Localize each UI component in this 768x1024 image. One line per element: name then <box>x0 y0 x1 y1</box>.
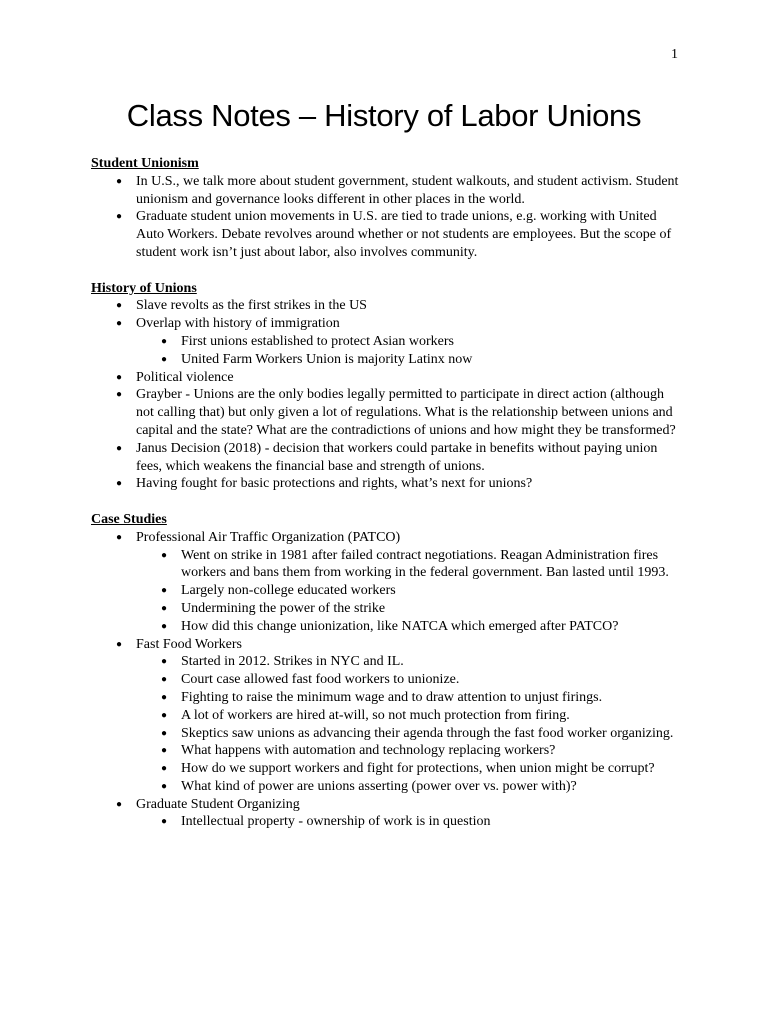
list-item <box>91 440 681 476</box>
sub-list-item <box>136 671 681 689</box>
list-item-text: Professional Air Traffic Organization (PATCO) <box>136 529 401 545</box>
page-number: 1 <box>671 47 678 62</box>
sub-list-item <box>136 813 681 831</box>
sub-list-item <box>136 547 681 583</box>
sub-list-item-text: Intellectual property - ownership of work is in question <box>181 814 491 830</box>
section-heading: History of Unions <box>91 280 197 296</box>
list-item-text: Slave revolts as the first strikes in the US <box>136 298 367 314</box>
bullet-icon: ● <box>116 211 123 223</box>
sub-list-item-text: Went on strike in 1981 after failed contract negotiations. Reagan Administration fires workers and bans them from working in the federal government. Ban lasted until 1993. <box>181 547 669 581</box>
sub-bullet-list <box>136 653 681 795</box>
sub-list-item-text: First unions established to protect Asian workers <box>181 333 454 349</box>
sub-bullet-list <box>136 813 681 831</box>
list-item <box>91 796 681 832</box>
list-item-text: Grayber - Unions are the only bodies legally permitted to participate in direct action (although not calling that) but only given a lot of regulations. What is the relationship between unions and capital and the state? What are the contradictions of unions and how might they be transformed? <box>136 387 676 438</box>
bullet-icon: ● <box>161 691 168 703</box>
sub-list-item <box>136 600 681 618</box>
sub-list-item <box>136 725 681 743</box>
sub-list-item <box>136 778 681 796</box>
list-item <box>91 636 681 796</box>
bullet-icon: ● <box>116 300 123 312</box>
list-item <box>91 369 681 387</box>
list-item-text: Overlap with history of immigration <box>136 316 340 332</box>
sub-list-item <box>136 760 681 778</box>
list-item-text: Having fought for basic protections and rights, what’s next for unions? <box>136 476 533 492</box>
bullet-icon: ● <box>161 780 168 792</box>
bullet-icon: ● <box>116 798 123 810</box>
sub-list-item-text: United Farm Workers Union is majority Latinx now <box>181 351 473 367</box>
bullet-icon: ● <box>116 531 123 543</box>
bullet-icon: ● <box>116 318 123 330</box>
bullet-icon: ● <box>161 763 168 775</box>
bullet-icon: ● <box>161 353 168 365</box>
section-heading: Case Studies <box>91 511 167 527</box>
list-item-text: Graduate Student Organizing <box>136 796 300 812</box>
bullet-icon: ● <box>116 478 123 490</box>
sub-list-item <box>136 582 681 600</box>
sub-list-item-text: Largely non-college educated workers <box>181 583 396 599</box>
bullet-list <box>91 297 681 493</box>
sub-list-item-text: Fighting to raise the minimum wage and to draw attention to unjust firings. <box>181 689 603 705</box>
sub-list-item <box>136 333 681 351</box>
bullet-icon: ● <box>161 549 168 561</box>
bullet-list <box>91 529 681 832</box>
notes-body <box>91 155 681 849</box>
bullet-icon: ● <box>116 389 123 401</box>
bullet-icon: ● <box>116 638 123 650</box>
sub-list-item-text: Skeptics saw unions as advancing their agenda through the fast food worker organizing. <box>181 725 674 741</box>
sub-bullet-list <box>136 333 681 369</box>
sub-bullet-list <box>136 547 681 636</box>
bullet-icon: ● <box>161 709 168 721</box>
bullet-icon: ● <box>161 674 168 686</box>
sub-list-item-text: How do we support workers and fight for protections, when union might be corrupt? <box>181 761 655 777</box>
section-history-of-unions <box>91 280 681 494</box>
bullet-icon: ● <box>161 727 168 739</box>
bullet-list <box>91 173 681 262</box>
list-item <box>91 208 681 261</box>
bullet-icon: ● <box>161 602 168 614</box>
bullet-icon: ● <box>161 656 168 668</box>
list-item-text: Janus Decision (2018) - decision that workers could partake in benefits without paying union fees, which weakens the financial base and strength of unions. <box>136 440 658 474</box>
section-heading: Student Unionism <box>91 156 199 171</box>
sub-list-item-text: Started in 2012. Strikes in NYC and IL. <box>181 654 404 670</box>
bullet-icon: ● <box>116 175 123 187</box>
sub-list-item-text: What kind of power are unions asserting (power over vs. power with)? <box>181 778 577 794</box>
list-item <box>91 386 681 439</box>
list-item <box>91 297 681 315</box>
bullet-icon: ● <box>161 585 168 597</box>
bullet-icon: ● <box>161 335 168 347</box>
bullet-icon: ● <box>116 442 123 454</box>
sub-list-item <box>136 689 681 707</box>
sub-list-item <box>136 707 681 725</box>
section-case-studies <box>91 511 681 831</box>
sub-list-item-text: Court case allowed fast food workers to unionize. <box>181 672 460 688</box>
sub-list-item <box>136 618 681 636</box>
sub-list-item <box>136 742 681 760</box>
sub-list-item <box>136 653 681 671</box>
sub-list-item-text: A lot of workers are hired at-will, so not much protection from firing. <box>181 707 570 723</box>
list-item <box>91 173 681 209</box>
sub-list-item-text: How did this change unionization, like NATCA which emerged after PATCO? <box>181 618 619 634</box>
list-item-text: In U.S., we talk more about student government, student walkouts, and student activism. Student unionism and governance looks different in other places in the world. <box>136 173 679 207</box>
sub-list-item-text: What happens with automation and technology replacing workers? <box>181 743 556 759</box>
bullet-icon: ● <box>161 745 168 757</box>
list-item-text: Graduate student union movements in U.S. are tied to trade unions, e.g. working with United Auto Workers. Debate revolves around whether or not students are employees. But the scope of student work isn’t just about labor, also involves community. <box>136 209 672 260</box>
list-item <box>91 529 681 636</box>
list-item-text: Political violence <box>136 369 234 385</box>
list-item-text: Fast Food Workers <box>136 636 242 652</box>
sub-list-item <box>136 351 681 369</box>
list-item <box>91 315 681 368</box>
bullet-icon: ● <box>161 620 168 632</box>
bullet-icon: ● <box>161 816 168 828</box>
page-title: Class Notes – History of Labor Unions <box>126 98 642 133</box>
list-item <box>91 475 681 493</box>
section-student-unionism <box>91 155 681 262</box>
bullet-icon: ● <box>116 371 123 383</box>
sub-list-item-text: Undermining the power of the strike <box>181 600 386 616</box>
